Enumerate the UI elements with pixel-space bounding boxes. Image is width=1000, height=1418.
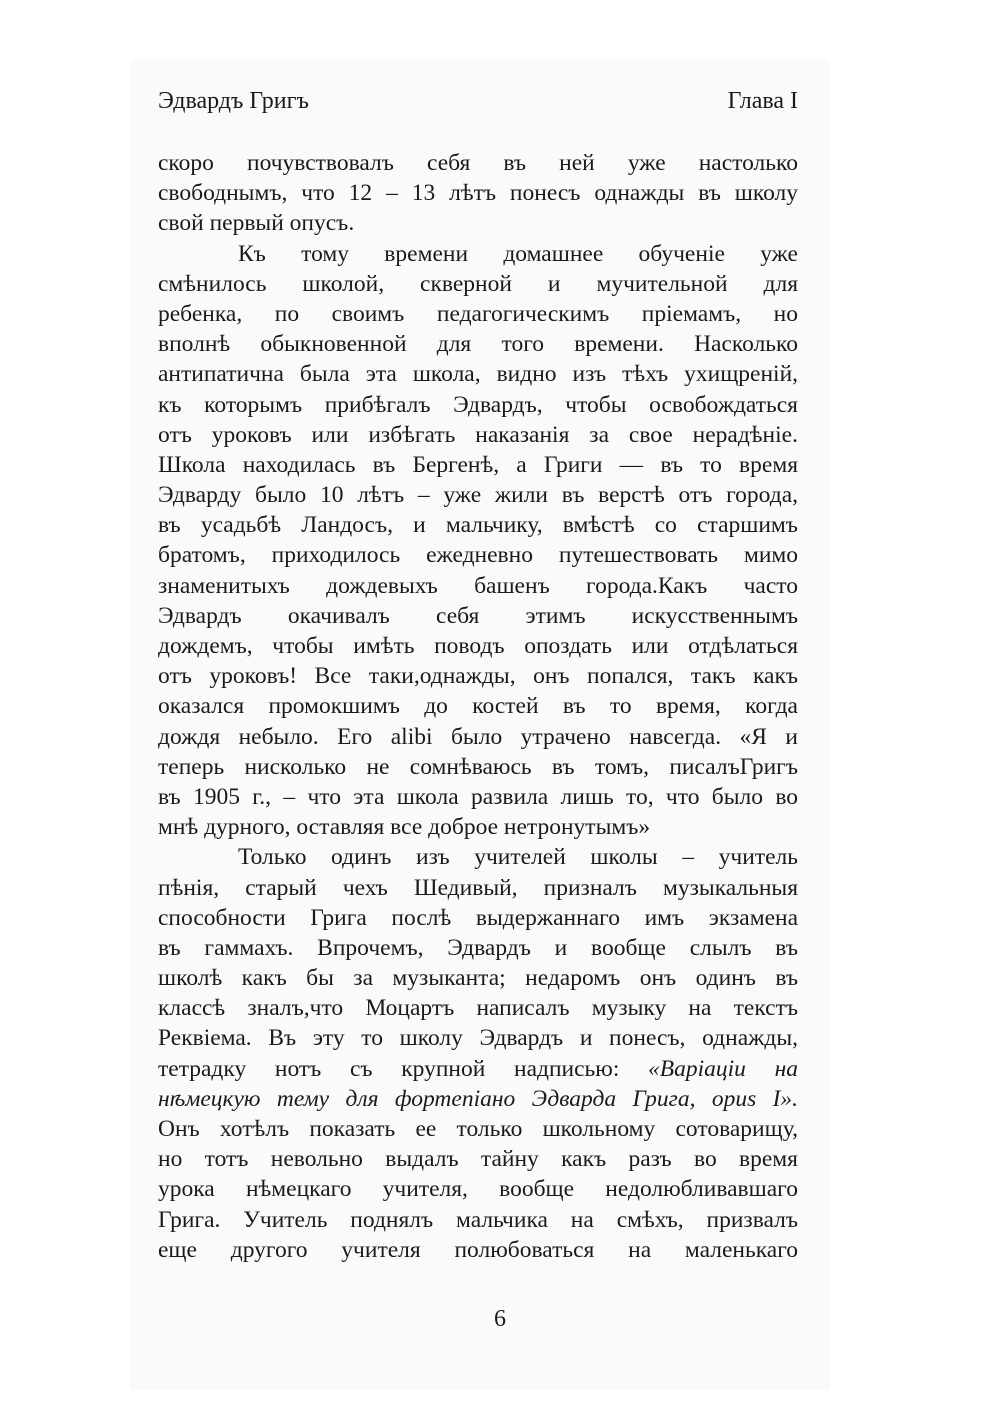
text-line: свободнымъ, что 12 – 13 лѣтъ понесъ однажды въ школу bbox=[158, 180, 799, 207]
text-line: смѣнилось школой, скверной и мучительной для bbox=[158, 270, 799, 297]
text-line: мнѣ дурного, оставляя все доброе нетронутымъ» bbox=[158, 814, 651, 841]
text-line: скоро почувствовалъ себя въ ней уже настолько bbox=[158, 150, 798, 176]
text-line: знаменитыхъ дождевыхъ башенъ города.Какъ часто bbox=[158, 572, 798, 599]
text-line: къ которымъ прибѣгалъ Эдвардъ, чтобы освобождаться bbox=[158, 391, 798, 418]
text-line: въ усадьбѣ Ландосъ, и мальчику, вмѣстѣ со старшимъ bbox=[158, 512, 798, 539]
text-line: пѣнія, старый чехъ Шедивый, призналъ музыкальныя bbox=[158, 874, 799, 901]
text-line: Реквіема. Въ эту то школу Эдвардъ и понесъ, однажды, bbox=[158, 1025, 798, 1052]
text-line: Грига. Учитель поднялъ мальчика на смѣхъ, призвалъ bbox=[158, 1206, 798, 1233]
text-line bbox=[158, 1054, 798, 1084]
text-line: Эдвардъ окачивалъ себя этимъ искусственнымъ bbox=[158, 602, 798, 629]
running-header bbox=[158, 86, 798, 116]
text-line: Только одинъ изъ учителей школы – учитель bbox=[238, 844, 798, 871]
text-line: Онъ хотѣлъ показать ее только школьному сотоварищу, bbox=[158, 1116, 798, 1142]
text-line: классѣ зналъ,что Моцартъ написалъ музыку на текстъ bbox=[158, 995, 799, 1022]
text-line: школѣ какъ бы за музыканта; недаромъ онъ одинъ въ bbox=[158, 965, 798, 992]
header-chapter: Глава I bbox=[727, 88, 798, 114]
text-line: въ гаммахъ. Впрочемъ, Эдвардъ и вообще слылъ въ bbox=[158, 934, 798, 961]
text-line: Къ тому времени домашнее обученіе уже bbox=[238, 240, 798, 267]
text-line: братомъ, приходилось ежедневно путешествовать мимо bbox=[158, 542, 799, 569]
text-line: вполнѣ обыкновенной для того времени. Насколько bbox=[158, 331, 798, 358]
text-line: Эдварду было 10 лѣтъ – уже жили въ верстѣ отъ города, bbox=[158, 482, 799, 509]
text-line: свой первый опусъ. bbox=[158, 210, 355, 237]
italic-title: «Варіаціи на bbox=[648, 1055, 799, 1082]
text-line: но тотъ невольно выдалъ тайну какъ разъ во время bbox=[158, 1146, 798, 1173]
text-line: способности Грига послѣ выдержаннаго имъ экзамена bbox=[158, 904, 799, 931]
text-line: теперь нисколько не сомнѣваюсь въ томъ, писалъГригъ bbox=[158, 753, 798, 780]
text-line: урока нѣмецкаго учителя, вообще недолюбливавшаго bbox=[158, 1176, 798, 1203]
header-book-title: Эдвардъ Григъ bbox=[158, 88, 309, 114]
body-text bbox=[158, 148, 798, 1265]
italic-title-line: нѣмецкую тему для фортепіано Эдварда Грига, opus I». bbox=[158, 1085, 799, 1112]
text-line: дождемъ, чтобы имѣть поводъ опоздать или отдѣлаться bbox=[158, 633, 799, 659]
text-line: въ 1905 г., – что эта школа развила лишь то, что было во bbox=[158, 783, 799, 810]
text-line: антипатична была эта школа, видно изъ тѣхъ ухищреній, bbox=[158, 361, 799, 388]
text-line: оказался промокшимъ до костей въ то время, когда bbox=[158, 693, 798, 720]
text-line: еще другого учителя полюбоваться на маленькаго bbox=[158, 1236, 799, 1263]
text-line: дождя небыло. Его alibi было утрачено навсегда. «Я и bbox=[158, 723, 798, 750]
text-line: ребенка, по своимъ педагогическимъ пріемамъ, но bbox=[158, 300, 798, 327]
text-line: отъ уроковъ или избѣгать наказанія за свое нерадѣніе. bbox=[158, 421, 798, 448]
text-line-roman: тетрадку нотъ съ крупной надписью: bbox=[158, 1055, 620, 1082]
text-line: Школа находилась въ Бергенѣ, а Григи — въ то время bbox=[158, 451, 798, 478]
page-number: 6 bbox=[494, 1306, 506, 1332]
text-line: отъ уроковъ! Все таки,однажды, онъ попался, такъ какъ bbox=[158, 663, 799, 690]
